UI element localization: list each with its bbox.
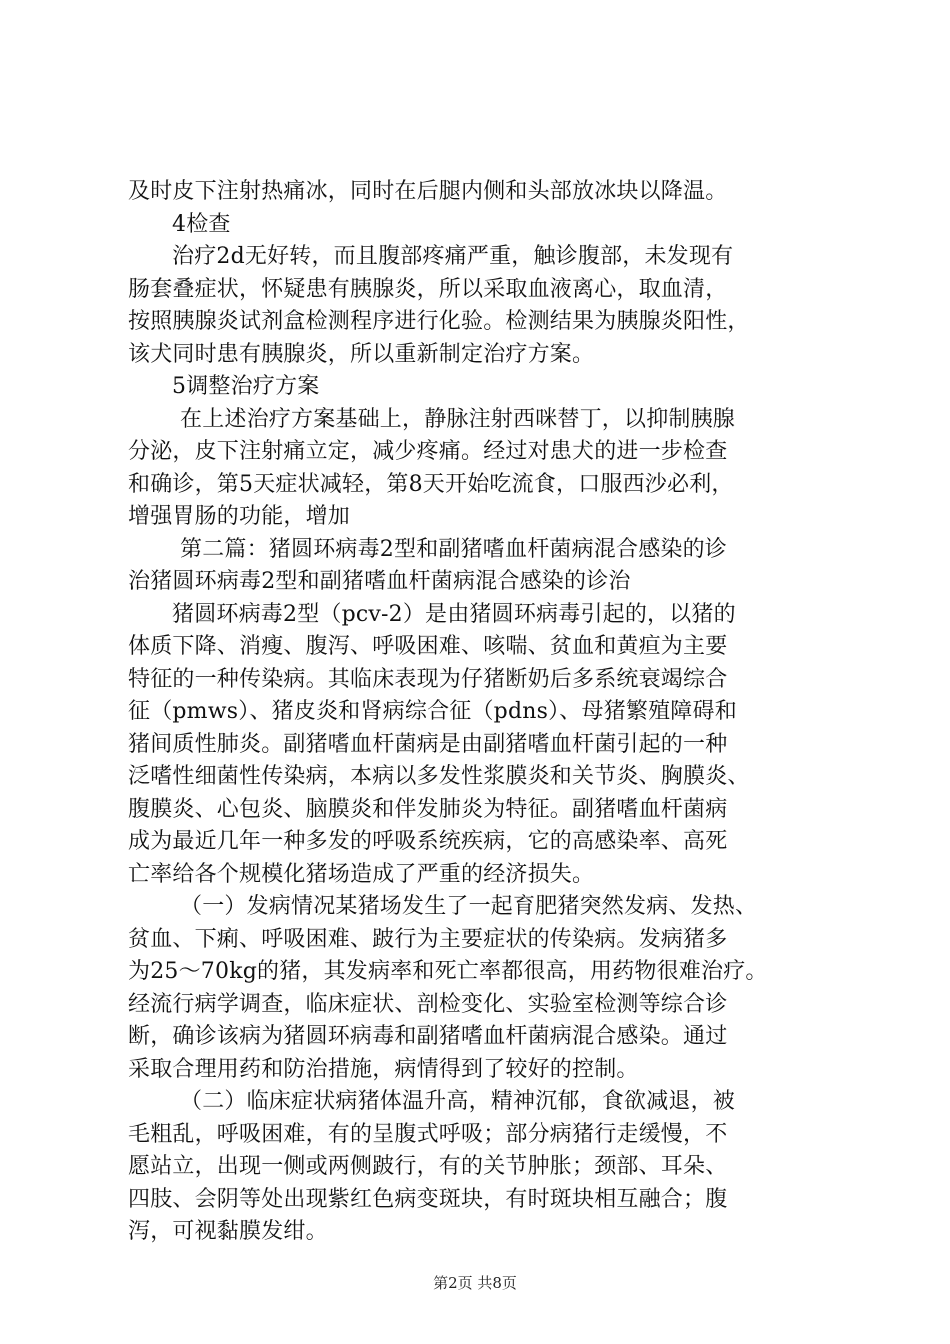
paragraph-line: 泻，可视黏膜发绀。 [128, 1219, 328, 1244]
paragraph-line: 按照胰腺炎试剂盒检测程序进行化验。检测结果为胰腺炎阳性， [128, 309, 750, 334]
paragraph-line: 贫血、下痢、呼吸困难、跛行为主要症状的传染病。发病猪多 [128, 926, 728, 952]
paragraph-line: 断，确诊该病为猪圆环病毒和副猪嗜血杆菌病混合感染。通过 [128, 1024, 728, 1049]
paragraph-line: 愿站立，出现一侧或两侧跛行，有的关节肿胀；颈部、耳朵、 [128, 1154, 728, 1179]
paragraph-line: 和确诊，第5天症状减轻，第8天开始吃流食，口服西沙必利， [128, 471, 734, 497]
section-heading: 4检查 [172, 211, 231, 237]
article-title: 第二篇：猪圆环病毒2型和副猪嗜血杆菌病混合感染的诊 [180, 536, 727, 562]
page-number: 第2页 共8页 [433, 1274, 517, 1292]
paragraph-line: 该犬同时患有胰腺炎，所以重新制定治疗方案。 [128, 341, 595, 367]
paragraph-line: 治疗2d无好转，而且腹部疼痛严重，触诊腹部，未发现有 [172, 244, 734, 269]
paragraph-line: 毛粗乱，呼吸困难，有的呈腹式呼吸；部分病猪行走缓慢，不 [128, 1121, 728, 1147]
paragraph-line: 成为最近几年一种多发的呼吸系统疾病，它的高感染率、高死 [128, 829, 728, 854]
paragraph-line: 特征的一种传染病。其临床表现为仔猪断奶后多系统衰竭综合 [128, 666, 728, 692]
paragraph-line: 猪间质性肺炎。副猪嗜血杆菌病是由副猪嗜血杆菌引起的一种 [128, 731, 728, 757]
paragraph-line: 采取合理用药和防治措施，病情得到了较好的控制。 [128, 1056, 639, 1082]
paragraph-line: 征（pmws）、猪皮炎和肾病综合征（pdns）、母猪繁殖障碍和 [128, 699, 737, 724]
paragraph-line: 增强胃肠的功能，增加 [128, 504, 351, 529]
paragraph-line: 猪圆环病毒2型（pcv-2）是由猪圆环病毒引起的，以猪的 [172, 601, 736, 627]
paragraph-line: 亡率给各个规模化猪场造成了严重的经济损失。 [128, 861, 595, 887]
paragraph-line: 及时皮下注射热痛冰，同时在后腿内侧和头部放冰块以降温。 [128, 179, 728, 204]
paragraph-line: 为25～70kg的猪，其发病率和死亡率都很高，用药物很难治疗。 [128, 959, 768, 984]
paragraph-line: 经流行病学调查，临床症状、剖检变化、实验室检测等综合诊 [128, 991, 728, 1017]
section-heading: 5调整治疗方案 [172, 374, 320, 399]
paragraph-line: 分泌，皮下注射痛立定，减少疼痛。经过对患犬的进一步检查 [128, 439, 728, 464]
article-title: 治猪圆环病毒2型和副猪嗜血杆菌病混合感染的诊治 [128, 569, 631, 594]
paragraph-line: 肠套叠症状，怀疑患有胰腺炎，所以采取血液离心，取血清， [128, 276, 728, 302]
paragraph-line: （二）临床症状病猪体温升高，精神沉郁，食欲减退，被 [180, 1089, 736, 1114]
document-body [128, 176, 848, 1249]
paragraph-line: 腹膜炎、心包炎、脑膜炎和伴发肺炎为特征。副猪嗜血杆菌病 [128, 796, 728, 822]
paragraph-line: 体质下降、消瘦、腹泻、呼吸困难、咳喘、贫血和黄疸为主要 [128, 634, 728, 659]
paragraph-line: 四肢、会阴等处出现紫红色病变斑块，有时斑块相互融合；腹 [128, 1186, 728, 1212]
paragraph-line: （一）发病情况某猪场发生了一起育肥猪突然发病、发热、 [180, 894, 758, 919]
paragraph-line: 泛嗜性细菌性传染病，本病以多发性浆膜炎和关节炎、胸膜炎、 [128, 764, 750, 789]
paragraph-line: 在上述治疗方案基础上，静脉注射西咪替丁，以抑制胰腺 [180, 406, 736, 432]
